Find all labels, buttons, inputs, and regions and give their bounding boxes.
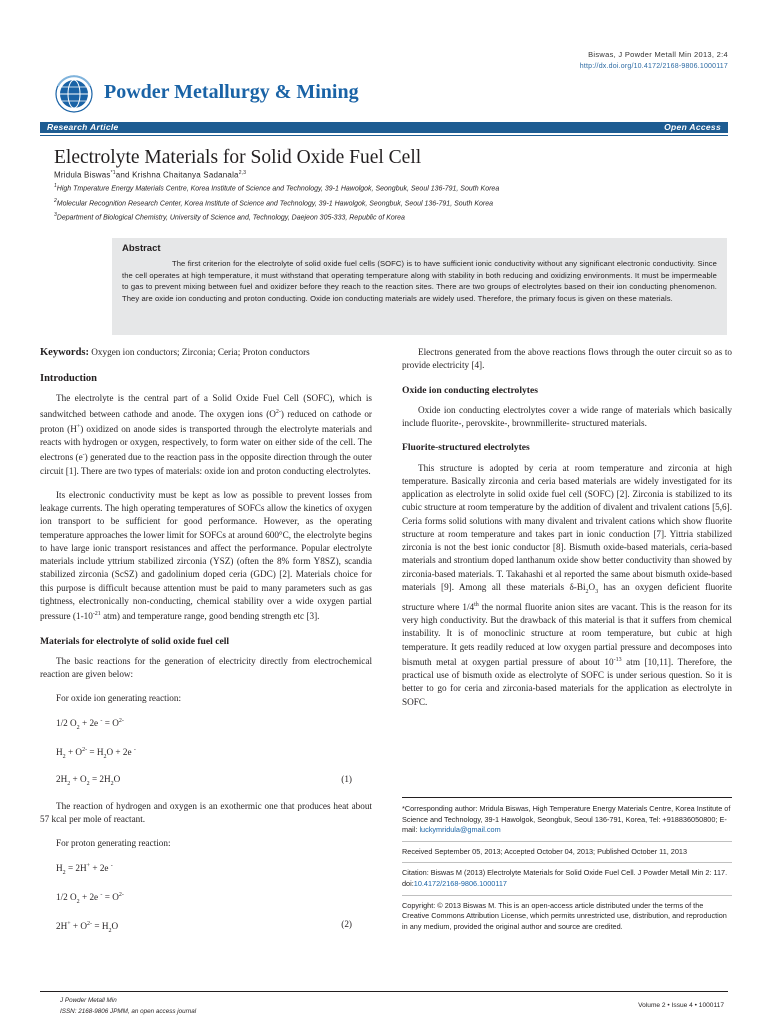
materials-paragraph: The basic reactions for the generation of electricity directly from electrochemical reaction are given below: [40,655,372,679]
author-conjunction: and [115,170,133,180]
electrons-paragraph: Electrons generated from the above reactions flows through the outer circuit so as to provide electricity [4]. [402,347,732,371]
author-list [54,170,246,180]
author-2-sup: 2,3 [238,170,247,176]
affiliation-2 [54,198,493,207]
citation-text: Citation: Biswas M (2013) Electrolyte Materials for Solid Oxide Fuel Cell. J Powder Metall Min 2: 117. doi:10.4172/2168-9806.1000117 [402,868,728,888]
author-2: Krishna Chaitanya Sadanala [132,170,239,180]
affiliation-3-sup: 3 [54,212,57,218]
correspondence-block [402,797,732,932]
header-citation-block [580,50,728,70]
equation-oxide-3: $2H_2 + O_2 = 2H_2O$ (1) [56,773,352,787]
copyright-text: Copyright: © 2013 Biswas M. This is an open-access article distributed under the terms of the Creative Commons Attribution License, which permits unrestricted use, distribution, and reproduction in any medium, provided the original author and source are credited. [402,900,727,931]
footer-issn: ISSN: 2168-9806 JPMM, an open access journal [60,1008,197,1015]
divider [402,895,732,896]
footer-rule [40,991,728,992]
affiliation-3 [54,212,405,221]
author-1: Mridula Biswas [54,170,111,180]
affiliation-3-text: Department of Biological Chemistry, University of Science and, Technology, Daejeon 305-333, Republic of Korea [56,214,405,222]
divider [402,862,732,863]
abstract-heading: Abstract [122,243,161,254]
correspondence-rule [402,797,732,798]
equation-number-1: (1) [341,773,352,784]
proton-reaction-label: For proton generating reaction: [56,838,171,849]
oxide-reaction-label: For oxide ion generating reaction: [56,693,182,704]
open-access-label: Open Access [664,122,721,132]
article-type-label: Research Article [47,122,119,132]
article-type-band [40,122,728,133]
materials-heading: Materials for electrolyte of solid oxide fuel cell [40,635,230,647]
intro-paragraph-1: The electrolyte is the central part of a Solid Oxide Fuel Cell (SOFC), which is sandwitched between cathode and anode. The oxygen ions $(O^{2-})$ reduced on cathode or proton (H+) oxidized on anode sides is transported through the electrolyte materials and reacts with hydrogen or oxygen, respectively, to form water on either side of the cell. The electrons (e-) generated due to the reaction pass in the opposite direction through the outer circuit [1]. There are two types of materials: oxide ion and proton conducting electrolytes. [40,393,372,476]
affiliation-1-sup: 1 [54,183,57,189]
oxide-ion-heading: Oxide ion conducting electrolytes [402,384,538,396]
journal-logo-icon [54,74,94,114]
keywords-label: Keywords: [40,347,89,358]
received-dates: Received September 05, 2013; Accepted October 04, 2013; Published October 11, 2013 [402,846,688,856]
divider [402,841,732,842]
equation-oxide-2: $H_2 + O^{2-} = H_2O + 2e$ - [56,746,136,760]
intro-paragraph-2: Its electronic conductivity must be kept as low as possible to prevent losses from leakage currents. The high operating temperatures of SOFCs allow the kinetics of oxygen ion transport to be sufficient for good performance. However, as the operating temperature approaches the lower limit for SOFCs at around 600°C, the electrolyte begins to have large ionic transport resistances and affect the performance. Popular electrolyte materials include yttrium stabilized zirconia (YSZ) (often the 8% form Y8SZ), scandia stabilized zirconia (ScSZ) and gadolinium doped ceria (GDC) [2]. Materials choice for this purpose is difficult because attention must be paid to many parameters such as gas tightness, electronically non-conducting, chemical stability over a wide oxygen partial pressure ($1-10^{-21}$ atm) and temperature range, good bending strength etc [3]. [40,489,372,622]
fluorite-heading: Fluorite-structured electrolytes [402,442,530,454]
oxide-ion-paragraph: Oxide ion conducting electrolytes cover a wide range of materials which basically include fluorite-, perovskite-, brownmillerite- structured materials. [402,404,732,428]
right-column [402,346,732,720]
keywords [40,346,372,359]
footer-journal: J Powder Metall Min [60,997,117,1004]
exothermic-paragraph: The reaction of hydrogen and oxygen is an exothermic one that produces heat about 57 kcal per mole of reactant. [40,800,372,825]
equation-number-2: (2) [341,918,352,929]
fluorite-paragraph: This structure is adopted by ceria at room temperature and zirconia at high temperature. Basically zirconia and ceria based materials are widely investigated for its application as electrolyte in solid oxide fuel cell (SOFC) [2]. Zirconia is stabilized to its cubic structure at room temperature by the addition of divalent and trivalent cations [5,6]. Ceria forms solid solutions with many divalent and trivalent cations which show fluorite structure at room temperature and takes part in ionic conduction [7]. Yittria stabilized zirconia is not the best ionic conductor [8]. Bismuth oxide-based materials, ceria-based materials and strontium doped lanthanum oxide show better conductivity than showed by zirconia-based materials. T. Takahashi et al reported the same about bismuth oxide-based materials [9]. Among all these materials $\delta-Bi_2O_3$ has an oxygen deficient fluorite structure where 1/4th the normal fluorite anion sites are vacant. This is the reason for its very high conductivity. But the drawback of this material is that it suffers from chemical instability. It is of monoclinic structure at room temperature, but cubic at high temperature. It gets readily reduced at low oxygen partial pressure and decomposes into bismuth metal at oxygen partial pressure of about $10^{-13}$ atm [10,11]. Therefore, the practical use of bismuth oxide as electrolyte of SOFC is under serious question. So it is better to go for ceria and zirconia-based materials for the application as electrolyte in SOFC. [402,462,732,707]
affiliation-2-sup: 2 [54,198,57,204]
introduction-heading: Introduction [40,373,97,384]
equation-proton-2: 1/2 $O_2 + 2e$ $^- = O^{2-}$ [56,891,124,905]
abstract-box [112,238,727,335]
citation-doi-link[interactable]: 10.4172/2168-9806.1000117 [413,878,507,888]
corresponding-author: *Corresponding author: Mridula Biswas, High Temperature Energy Materials Centre, Korea Institute of Science and Technology, 39-1 Hawolgok, Seongbuk, Seoul 136-791, Korea, Tel: +918836050800; E-mail: luckymridula@gmail.com [402,804,731,835]
abstract-text: The first criterion for the electrolyte of solid oxide fuel cells (SOFC) is to have sufficient ionic conductivity without any significant electronic conductivity. Since the cell operates at high temperature, it must withstand that operating temperature along with stability in both reducing and oxidizing environments. It must be impermeable to gas to prevent mixing between fuel and oxidizer before they reach to the reaction sites. There are two groups of electrolytes based on their ion conducting phenomenon. They are oxide ion conducting and proton conducting. Oxide ion conducting materials are widely used. Therefore, the primary focus is given on these materials. [122,259,717,303]
journal-title[interactable]: Powder Metallurgy & Mining [104,81,359,103]
author-email-link[interactable]: luckymridula@gmail.com [419,825,501,835]
header-doi-link[interactable]: http://dx.doi.org/10.4172/2168-9806.1000117 [579,63,728,70]
header-citation: Biswas, J Powder Metall Min 2013, 2:4 [588,50,728,59]
author-1-sup: *1 [110,170,116,176]
equation-proton-3: $2H^+ + O^{2-} = H_2O$ (2) [56,918,352,934]
equation-proton-1: $H_2 = 2H^+ + 2e$ - [56,862,113,876]
left-column [40,346,372,947]
footer-volume: Volume 2 • Issue 4 • 1000117 [638,1002,724,1009]
affiliation-1 [54,183,499,192]
keywords-text: Oxygen ion conductors; Zirconia; Ceria; Proton conductors [91,347,310,357]
affiliation-1-text: High Tmperature Energy Materials Centre, Korea Institute of Science and Technology, 39-1 Hawolgok, Seongbuk, Seoul 136-791, South Korea [56,185,500,193]
band-divider [40,135,728,136]
affiliation-2-text: Molecular Recognition Research Center, Korea Institute of Science and Technology, 39-1 Hawolgok, Seongbuk, Seoul 136-791, South Korea [56,200,493,208]
paper-title: Electrolyte Materials for Solid Oxide Fuel Cell [54,147,422,168]
equation-oxide-1: 1/2 $O_2 + 2e$ $^- = O^{2-}$ [56,717,124,731]
